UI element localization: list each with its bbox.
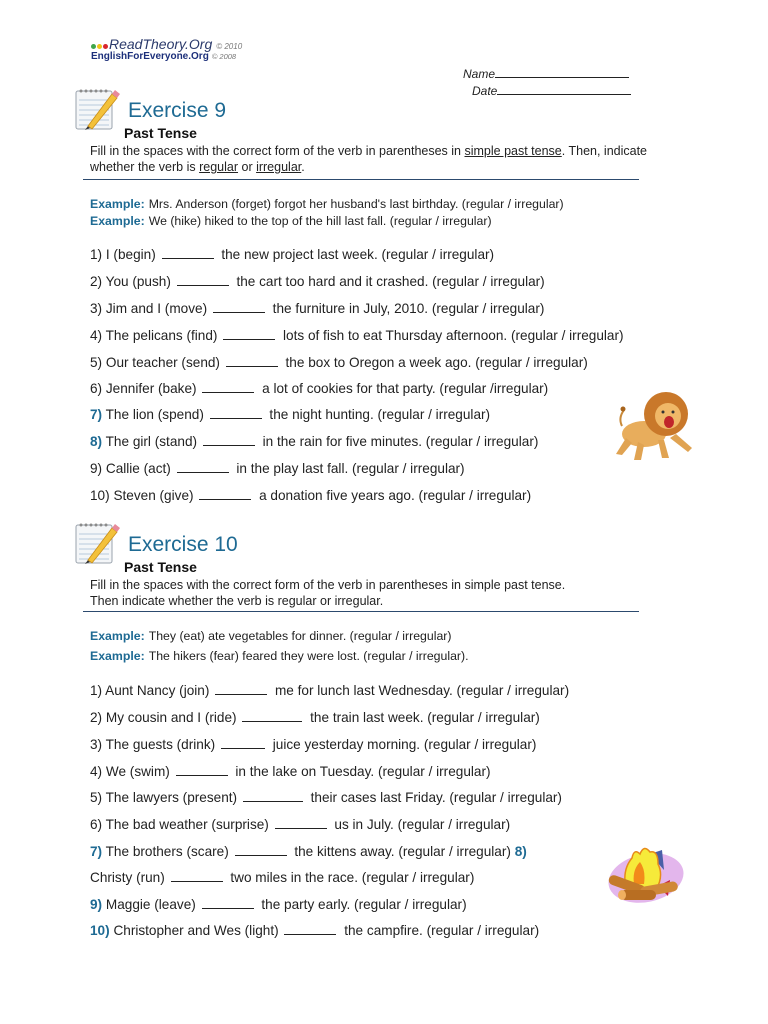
example-1 — [90, 197, 564, 211]
question-item — [90, 870, 474, 885]
question-prompt: The lion (spend) — [105, 407, 204, 422]
date-blank[interactable] — [497, 83, 631, 95]
regular-link[interactable]: regular — [199, 160, 239, 174]
question-item — [90, 247, 494, 262]
question-number: 6) — [90, 381, 103, 396]
question-rest: us in July. (regular / irregular) — [334, 817, 511, 832]
question-prompt: Jim and I (move) — [105, 301, 208, 316]
question-rest: in the rain for five minutes. (regular / irregular) — [262, 434, 539, 449]
question-rest: the cart too hard and it crashed. (regular / irregular) — [236, 274, 545, 289]
irregular-link[interactable]: irregular — [256, 160, 302, 174]
question-item — [90, 790, 562, 805]
question-rest: juice yesterday morning. (regular / irregular) — [272, 737, 537, 752]
question-item — [90, 897, 467, 912]
question-number: 9) — [90, 897, 103, 912]
example-label: Example: — [90, 214, 145, 228]
brand-secondary-copyright: © 2008 — [211, 52, 237, 61]
question-item — [90, 923, 539, 938]
question-number: 6) — [90, 817, 103, 832]
question-item — [90, 764, 491, 779]
instructions-text: Fill in the spaces with the correct form of the verb in parentheses in — [90, 144, 465, 158]
question-rest: me for lunch last Wednesday. (regular / irregular) — [274, 683, 570, 698]
question-item — [90, 737, 536, 752]
brand-primary-copyright: © 2010 — [216, 42, 243, 51]
question-prompt: The bad weather (surprise) — [105, 817, 269, 832]
question-number: 8) — [514, 844, 527, 859]
divider — [83, 611, 639, 612]
date-label: Date — [472, 84, 498, 98]
question-prompt: You (push) — [105, 274, 171, 289]
question-prompt: Our teacher (send) — [105, 355, 220, 370]
answer-blank[interactable] — [210, 408, 262, 419]
question-rest: the party early. (regular / irregular) — [261, 897, 467, 912]
question-number: 9) — [90, 461, 103, 476]
exercise-9-instructions — [90, 143, 650, 175]
question-prompt: Callie (act) — [105, 461, 171, 476]
question-rest: the furniture in July, 2010. (regular / irregular) — [272, 301, 545, 316]
question-number: 10) — [90, 923, 110, 938]
answer-blank[interactable] — [177, 275, 229, 286]
question-item — [90, 355, 588, 370]
question-item — [90, 381, 548, 396]
readtheory-logo — [91, 36, 242, 52]
question-number: 1) — [90, 683, 103, 698]
question-rest: in the play last fall. (regular / irregular) — [236, 461, 465, 476]
answer-blank[interactable] — [203, 435, 255, 446]
example-label: Example: — [90, 649, 145, 663]
divider — [83, 179, 639, 180]
question-item — [90, 407, 490, 422]
example-1 — [90, 629, 451, 643]
question-item — [90, 274, 545, 289]
example-label: Example: — [90, 629, 145, 643]
example-2 — [90, 214, 492, 228]
question-item — [90, 301, 544, 316]
question-item — [90, 434, 538, 449]
question-prompt: The guests (drink) — [105, 737, 216, 752]
question-prompt: Aunt Nancy (join) — [105, 683, 210, 698]
name-blank[interactable] — [495, 66, 629, 78]
question-rest: a lot of cookies for that party. (regular /irregular) — [262, 381, 549, 396]
question-number: 3) — [90, 737, 103, 752]
simple-past-tense-link[interactable]: simple past tense — [464, 144, 562, 158]
question-prompt: Maggie (leave) — [105, 897, 196, 912]
question-item — [90, 328, 624, 343]
answer-blank[interactable] — [171, 871, 223, 882]
example-text: Mrs. Anderson (forget) forgot her husband's last birthday. (regular / irregular) — [148, 197, 564, 211]
exercise-10-subtitle: Past Tense — [124, 559, 197, 575]
example-label: Example: — [90, 197, 145, 211]
name-label: Name — [463, 67, 496, 81]
question-rest: the kittens away. (regular / irregular) — [294, 844, 511, 859]
answer-blank[interactable] — [215, 684, 267, 695]
question-number: 2) — [90, 274, 103, 289]
answer-blank[interactable] — [242, 711, 302, 722]
date-field[interactable] — [472, 83, 631, 98]
question-prompt: The lawyers (present) — [105, 790, 238, 805]
question-item — [90, 710, 540, 725]
example-text: They (eat) ate vegetables for dinner. (regular / irregular) — [148, 629, 452, 643]
question-item — [90, 488, 531, 503]
exercise-10-title: Exercise 10 — [128, 533, 238, 556]
question-prompt: The girl (stand) — [105, 434, 198, 449]
question-number: 4) — [90, 328, 103, 343]
instructions-text: or — [238, 160, 257, 174]
name-field[interactable] — [463, 66, 629, 81]
question-item — [90, 844, 527, 859]
exercise-9-title: Exercise 9 — [128, 99, 227, 122]
question-number: 7) — [90, 844, 103, 859]
question-prompt: Christopher and Wes (light) — [113, 923, 279, 938]
question-rest: in the lake on Tuesday. (regular / irregular) — [235, 764, 491, 779]
exercise-9-subtitle: Past Tense — [124, 125, 197, 141]
question-rest: the train last week. (regular / irregular) — [310, 710, 540, 725]
question-rest: the box to Oregon a week ago. (regular / irregular) — [285, 355, 588, 370]
notepad-pencil-icon — [74, 520, 120, 566]
campfire-illustration — [600, 840, 686, 910]
example-2 — [90, 649, 469, 663]
question-item — [90, 817, 510, 832]
question-number: 10) — [90, 488, 110, 503]
question-number: 4) — [90, 764, 103, 779]
exercise-10-instructions: Fill in the spaces with the correct form of the verb in parentheses in simple past tense. Then indicate whether the verb is regular or irregular. — [90, 578, 566, 608]
question-number: 7) — [90, 407, 103, 422]
red-dot-icon — [103, 44, 108, 49]
answer-blank[interactable] — [202, 382, 254, 393]
question-rest: the night hunting. (regular / irregular) — [269, 407, 491, 422]
question-prompt: My cousin and I (ride) — [105, 710, 237, 725]
answer-blank[interactable] — [226, 356, 278, 367]
lion-illustration — [610, 388, 696, 464]
question-prompt: The pelicans (find) — [105, 328, 218, 343]
question-number: 1) — [90, 247, 103, 262]
answer-blank[interactable] — [213, 302, 265, 313]
answer-blank[interactable] — [202, 898, 254, 909]
englishforeveryone-logo — [91, 51, 236, 62]
yellow-dot-icon — [97, 44, 102, 49]
question-rest: the new project last week. (regular / irregular) — [221, 247, 495, 262]
instructions-text: . — [301, 160, 305, 174]
question-item — [90, 461, 465, 476]
answer-blank[interactable] — [243, 791, 303, 802]
question-prompt: Jennifer (bake) — [105, 381, 197, 396]
question-number: 5) — [90, 355, 103, 370]
question-prompt: Christy (run) — [90, 870, 165, 885]
answer-blank[interactable] — [199, 489, 251, 500]
answer-blank[interactable] — [176, 765, 228, 776]
question-rest: their cases last Friday. (regular / irregular) — [310, 790, 562, 805]
answer-blank[interactable] — [223, 329, 275, 340]
answer-blank[interactable] — [162, 248, 214, 259]
question-prompt: I (begin) — [105, 247, 156, 262]
question-prompt: We (swim) — [105, 764, 170, 779]
question-number: 3) — [90, 301, 103, 316]
question-rest: two miles in the race. (regular / irregular) — [230, 870, 475, 885]
question-item — [90, 683, 569, 698]
question-rest: a donation five years ago. (regular / irregular) — [259, 488, 532, 503]
question-prompt: Steven (give) — [113, 488, 194, 503]
example-text: We (hike) hiked to the top of the hill last fall. (regular / irregular) — [148, 214, 492, 228]
question-rest: lots of fish to eat Thursday afternoon. (regular / irregular) — [283, 328, 624, 343]
answer-blank[interactable] — [275, 818, 327, 829]
answer-blank[interactable] — [177, 462, 229, 473]
answer-blank[interactable] — [221, 738, 265, 749]
question-number: 5) — [90, 790, 103, 805]
brand-secondary: EnglishForEveryone.Org — [91, 51, 209, 62]
question-number: 8) — [90, 434, 103, 449]
instructions-text: . Then, indicate whether the verb is — [90, 144, 648, 174]
question-rest: the campfire. (regular / irregular) — [344, 923, 540, 938]
question-prompt: The brothers (scare) — [105, 844, 229, 859]
example-text: The hikers (fear) feared they were lost. (regular / irregular). — [148, 649, 469, 663]
answer-blank[interactable] — [235, 845, 287, 856]
brand-primary: ReadTheory.Org — [109, 36, 213, 52]
notepad-pencil-icon — [74, 86, 120, 132]
green-dot-icon — [91, 44, 96, 49]
answer-blank[interactable] — [284, 924, 336, 935]
question-number: 2) — [90, 710, 103, 725]
